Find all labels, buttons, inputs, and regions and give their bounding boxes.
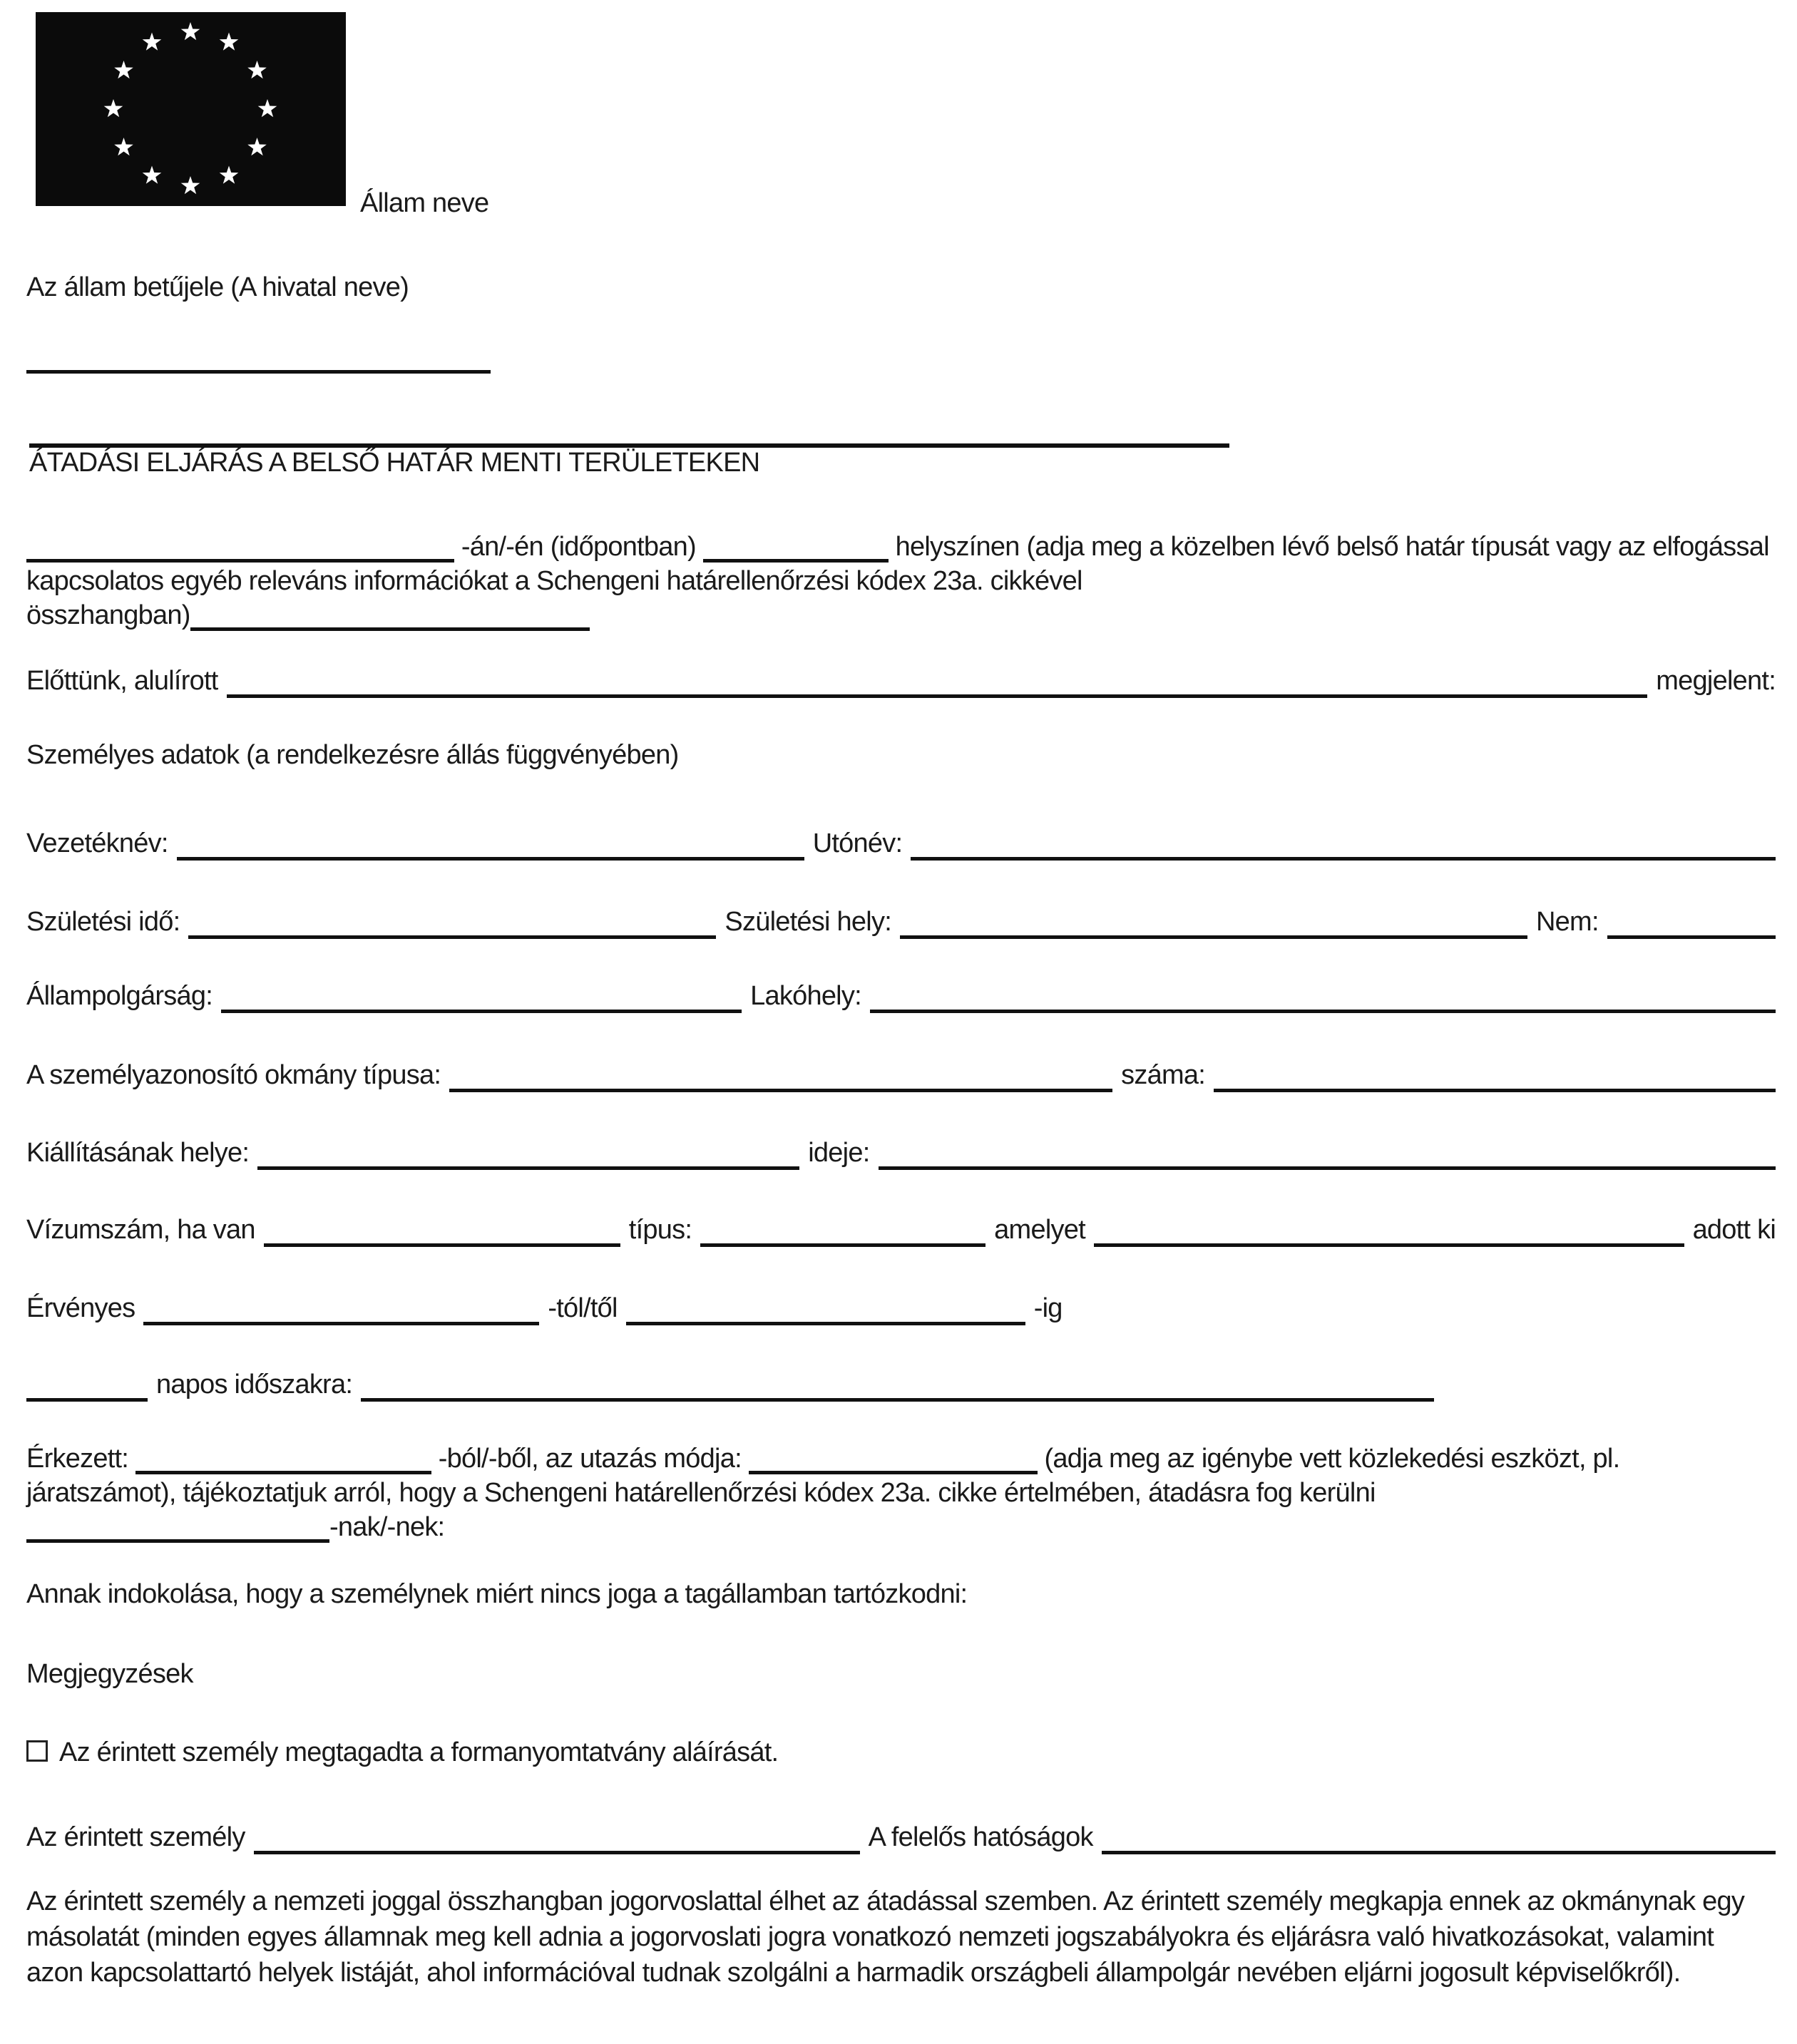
intro-closing: összhangban) bbox=[26, 600, 190, 630]
appearance-prefix: Előttünk, alulírott bbox=[26, 666, 218, 696]
eu-flag-image bbox=[36, 12, 346, 206]
issue-row bbox=[26, 1136, 1776, 1170]
validity-prefix: Érvényes bbox=[26, 1293, 135, 1323]
authorities-signature-blank bbox=[1102, 1847, 1776, 1854]
remarks-heading: Megjegyzések bbox=[26, 1659, 193, 1689]
authorities-signature-label: A felelős hatóságok bbox=[868, 1822, 1093, 1852]
visa-label: Vízumszám, ha van bbox=[26, 1215, 255, 1245]
name-row bbox=[26, 826, 1776, 861]
officials-name-blank bbox=[227, 691, 1648, 698]
signature-refused-checkbox bbox=[26, 1740, 48, 1762]
visa-issuer-label: amelyet bbox=[994, 1215, 1085, 1245]
legal-notice: Az érintett személy a nemzeti joggal összhangban jogorvoslattal élhet az átadással szemben. Az érintett személy megkapja ennek az okmánynak egy másolatát (minden egyes államnak meg kell adnia a jogorvoslati jogra vonatkozó nemzeti jogszabályokra és eljárásra való hivatkozásokat, valamint azon kapcsolattartó helyek listáját, ahol információval tudnak szolgálni a harmadik országbeli állampolgár nevében eljárni jogosult képviselőkről). bbox=[26, 1886, 1745, 1988]
birth-row bbox=[26, 905, 1776, 939]
person-signature-label: Az érintett személy bbox=[26, 1822, 245, 1852]
intro-time-suffix: -án/-én (időpontban) bbox=[461, 532, 696, 562]
location-blank bbox=[703, 532, 889, 563]
state-name-label: Állam neve bbox=[360, 188, 489, 218]
id-type-label: A személyazonosító okmány típusa: bbox=[26, 1060, 441, 1090]
person-signature-blank bbox=[254, 1847, 860, 1854]
justification-heading: Annak indokolása, hogy a személynek miért nincs joga a tagállamban tartózkodni: bbox=[26, 1579, 968, 1609]
id-number-blank bbox=[1214, 1085, 1776, 1092]
arrival-mode-label: -ból/-ből, az utazás módja: bbox=[438, 1444, 742, 1474]
sex-blank bbox=[1607, 932, 1776, 939]
visa-number-blank bbox=[264, 1240, 620, 1247]
issue-place-blank bbox=[257, 1163, 799, 1170]
nationality-blank bbox=[221, 1006, 742, 1013]
arrival-target-suffix: -nak/-nek: bbox=[329, 1512, 445, 1542]
signatures-row bbox=[26, 1820, 1776, 1854]
refusal-row bbox=[26, 1735, 778, 1770]
visa-issuer-blank bbox=[1094, 1240, 1684, 1247]
appearance-row bbox=[26, 664, 1776, 698]
intro-location-note: helyszínen (adja meg a közelben lévő belső határ típusát vagy az elfogással kapcsolatos egyéb releváns információkat a Schengeni határellenőrzési kódex 23a. cikkével bbox=[26, 532, 1769, 596]
visa-row bbox=[26, 1213, 1776, 1247]
days-count-blank bbox=[26, 1395, 148, 1402]
issue-date-blank bbox=[879, 1163, 1776, 1170]
validity-to-suffix: -ig bbox=[1033, 1293, 1063, 1323]
visa-issuer-suffix: adott ki bbox=[1692, 1215, 1776, 1245]
appearance-suffix: megjelent: bbox=[1656, 666, 1776, 696]
period-row bbox=[26, 1367, 1776, 1402]
surname-blank bbox=[177, 853, 804, 861]
residence-label: Lakóhely: bbox=[750, 981, 861, 1011]
id-type-blank bbox=[449, 1085, 1112, 1092]
refusal-statement: Az érintett személy megtagadta a formanyomtatvány aláírását. bbox=[59, 1737, 779, 1767]
issue-date-label: ideje: bbox=[808, 1138, 870, 1168]
birth-place-blank bbox=[900, 932, 1527, 939]
birth-date-blank bbox=[188, 932, 716, 939]
id-document-row bbox=[26, 1058, 1776, 1092]
issue-place-label: Kiállításának helye: bbox=[26, 1138, 250, 1168]
transfer-target-blank bbox=[26, 1512, 329, 1543]
validity-row bbox=[26, 1291, 1776, 1325]
days-label: napos időszakra: bbox=[156, 1370, 353, 1400]
sex-label: Nem: bbox=[1536, 907, 1599, 937]
arrival-note: (adja meg az igénybe vett közlekedési eszközt, pl. járatszámot), tájékoztatjuk arról, hogy a Schengeni határellenőrzési kódex 23a. cikke értelmében, átadásra fog kerülni bbox=[26, 1444, 1620, 1508]
visa-type-blank bbox=[700, 1240, 985, 1247]
legal-basis-blank bbox=[190, 600, 590, 631]
arrival-prefix: Érkezett: bbox=[26, 1444, 129, 1474]
arrival-origin-blank bbox=[135, 1444, 431, 1474]
datetime-blank bbox=[26, 532, 454, 563]
state-code-label: Az állam betűjele (A hivatal neve) bbox=[26, 272, 409, 302]
eu-flag bbox=[36, 12, 346, 215]
birth-date-label: Születési idő: bbox=[26, 907, 180, 937]
id-number-label: száma: bbox=[1121, 1060, 1206, 1090]
valid-from-blank bbox=[143, 1318, 539, 1325]
office-name-blank bbox=[26, 370, 491, 374]
page-title: ÁTADÁSI ELJÁRÁS A BELSŐ HATÁR MENTI TERÜLETEKEN bbox=[29, 448, 760, 478]
visa-type-label: típus: bbox=[628, 1215, 692, 1245]
personal-data-heading: Személyes adatok (a rendelkezésre állás függvényében) bbox=[26, 740, 679, 770]
birth-place-label: Születési hely: bbox=[725, 907, 891, 937]
residence-blank bbox=[870, 1006, 1776, 1013]
validity-from-suffix: -tól/től bbox=[548, 1293, 618, 1323]
given-name-label: Utónév: bbox=[812, 828, 903, 858]
surname-label: Vezetéknév: bbox=[26, 828, 168, 858]
given-name-blank bbox=[911, 853, 1776, 861]
valid-to-blank bbox=[626, 1318, 1025, 1325]
travel-mode-blank bbox=[749, 1444, 1038, 1474]
intro-paragraph bbox=[26, 530, 1776, 632]
nationality-row bbox=[26, 979, 1776, 1013]
arrival-paragraph bbox=[26, 1442, 1776, 1544]
period-details-blank bbox=[361, 1395, 1434, 1402]
nationality-label: Állampolgárság: bbox=[26, 981, 213, 1011]
